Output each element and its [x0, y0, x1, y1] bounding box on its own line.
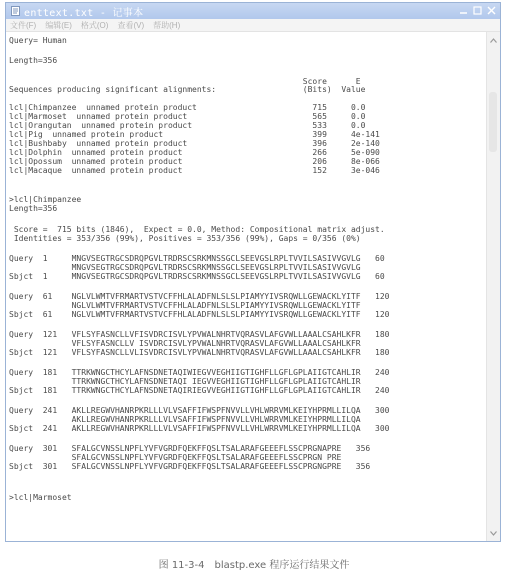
notepad-window [5, 2, 501, 542]
text-line: VFLSYFASNCLLV ISVDRCISVLYPVWALNHRTVQRASVLAFGVWLLAAALCSAHLKFR [9, 339, 361, 348]
text-line: Sbjct 181 TTRKWNGCTHCYLAFNSDNETAQIRIEGVVEGHIIGTIGHFLLGFLGPLAIIGTCAHLIR 240 [9, 386, 390, 395]
text-line: AKLLREGWVHANRPKRLLLVLVSAFFIFWSPFNVVLLVHLWRRVMLKEIYHPRMLLILQA [9, 415, 361, 424]
text-line: >lcl|Chimpanzee [9, 195, 82, 204]
menu-bar [6, 19, 500, 32]
text-line: Query 241 AKLLREGWVHANRPKRLLLVLVSAFFIFWSPFNVVLLVHLWRRVMLKEIYHPRMLLILQA 300 [9, 406, 390, 415]
window-title: enttext.txt - 记事本 [24, 7, 144, 19]
text-line: lcl|Marmoset unnamed protein product 565 0.0 [9, 112, 366, 121]
menu-file[interactable]: 文件(F) [10, 20, 37, 30]
text-line: Query 121 VFLSYFASNCLLVFISVDRCISVLYPVWALNHRTVQRASVLAFGVWLLAAALCSAHLKFR 180 [9, 330, 390, 339]
text-line: Sbjct 241 AKLLREGWVHANRPKRLLLVLVSAFFIFWSPFNVVLLVHLWRRVMLKEIYHPRMLLILQA 300 [9, 424, 390, 433]
text-line: Sbjct 121 VFLSYFASNCLLVLISVDRCISVLYPVWALNHRTVQRASVLAFGVWLLAAALCSAHLKFR 180 [9, 348, 390, 357]
vertical-scrollbar[interactable] [486, 32, 500, 541]
figure-caption [0, 556, 508, 571]
text-line: NGLVLWMTVFRMARTVSTVCFFHLALADFNLSLSLPIAMYYIVSRQWLLGEWACKLYITF [9, 301, 361, 310]
text-line: Query 61 NGLVLWMTVFRMARTVSTVCFFHLALADFNLSLSLPIAMYYIVSRQWLLGEWACKLYITF 120 [9, 292, 390, 301]
text-line: lcl|Dolphin unnamed protein product 266 5e-090 [9, 148, 380, 157]
figure-number: 图 11-3-4 [158, 560, 205, 571]
figure-caption-text: blastp.exe 程序运行结果文件 [214, 560, 350, 571]
scroll-down-arrow-icon[interactable] [487, 527, 500, 539]
text-line: MNGVSEGTRGCSDRQPGVLTRDRSCSRKMNSSGCLSEEVGSLRPLTVVILSASIVVGVLG [9, 263, 361, 272]
scroll-up-arrow-icon[interactable] [487, 34, 500, 46]
text-line: Query 301 SFALGCVNSSLNPFLYVFVGRDFQEKFFQSLTSALARAFGEEEFLSSCPRGNAPRE 356 [9, 444, 371, 453]
text-line: lcl|Macaque unnamed protein product 152 3e-046 [9, 166, 380, 175]
text-line: TTRKWNGCTHCYLAFNSDNETAQI IEGVVEGHIIGTIGHFLLGFLGPLAIIGTCAHLIR [9, 377, 361, 386]
text-line: Sbjct 301 SFALGCVNSSLNPFLYVFVGRDFQEKFFQSLTSALARAFGEEEFLSSCPRGNGPRE 356 [9, 462, 371, 471]
text-line: lcl|Opossum unnamed protein product 206 8e-066 [9, 157, 380, 166]
minimize-button[interactable] [457, 4, 470, 17]
text-line: lcl|Pig unnamed protein product 399 4e-141 [9, 130, 380, 139]
text-line: SFALGCVNSSLNPFLYVFVGRDFQEKFFQSLTSALARAFGEEEFLSSCPRGN PRE [9, 453, 342, 462]
maximize-button[interactable] [471, 4, 484, 17]
text-line: Length=356 [9, 204, 58, 213]
text-line: Length=356 [9, 56, 58, 65]
text-line: Query 1 MNGVSEGTRGCSDRQPGVLTRDRSCSRKMNSSGCLSEEVGSLRPLTVVILSASIVVGVLG 60 [9, 254, 385, 263]
notepad-icon [10, 6, 20, 16]
text-line: Score E [9, 77, 361, 86]
text-line: Identities = 353/356 (99%), Positives = 353/356 (99%), Gaps = 0/356 (0%) [9, 234, 361, 243]
text-line: Query= Human [9, 36, 67, 45]
menu-edit[interactable]: 编辑(E) [45, 20, 72, 30]
text-line: Score = 715 bits (1846), Expect = 0.0, Method: Compositional matrix adjust. [9, 225, 385, 234]
menu-view[interactable]: 查看(V) [117, 20, 145, 30]
text-line: Sbjct 1 MNGVSEGTRGCSDRQPGVLTRDRSCSRKMNSSGCLSEEVGSLRPLTVVILSASIVVGVLG 60 [9, 272, 385, 281]
text-editor-area[interactable] [6, 32, 488, 541]
text-line: lcl|Orangutan unnamed protein product 533 0.0 [9, 121, 366, 130]
scrollbar-thumb[interactable] [489, 92, 497, 152]
text-line: Sequences producing significant alignments: (Bits) Value [9, 85, 366, 94]
close-button[interactable] [485, 4, 498, 17]
text-line: >lcl|Marmoset [9, 493, 72, 502]
title-bar[interactable] [6, 3, 500, 19]
text-line: lcl|Chimpanzee unnamed protein product 715 0.0 [9, 103, 366, 112]
text-line: Query 181 TTRKWNGCTHCYLAFNSDNETAQIWIEGVVEGHIIGTIGHFLLGFLGPLAIIGTCAHLIR 240 [9, 368, 390, 377]
menu-help[interactable]: 帮助(H) [153, 20, 181, 30]
text-line: Sbjct 61 NGLVLWMTVFRMARTVSTVCFFHLALADFNLSLSLPIAMYYIVSRQWLLGEWACKLYITF 120 [9, 310, 390, 319]
text-line: lcl|Bushbaby unnamed protein product 396 2e-140 [9, 139, 380, 148]
menu-format[interactable]: 格式(O) [80, 20, 109, 30]
